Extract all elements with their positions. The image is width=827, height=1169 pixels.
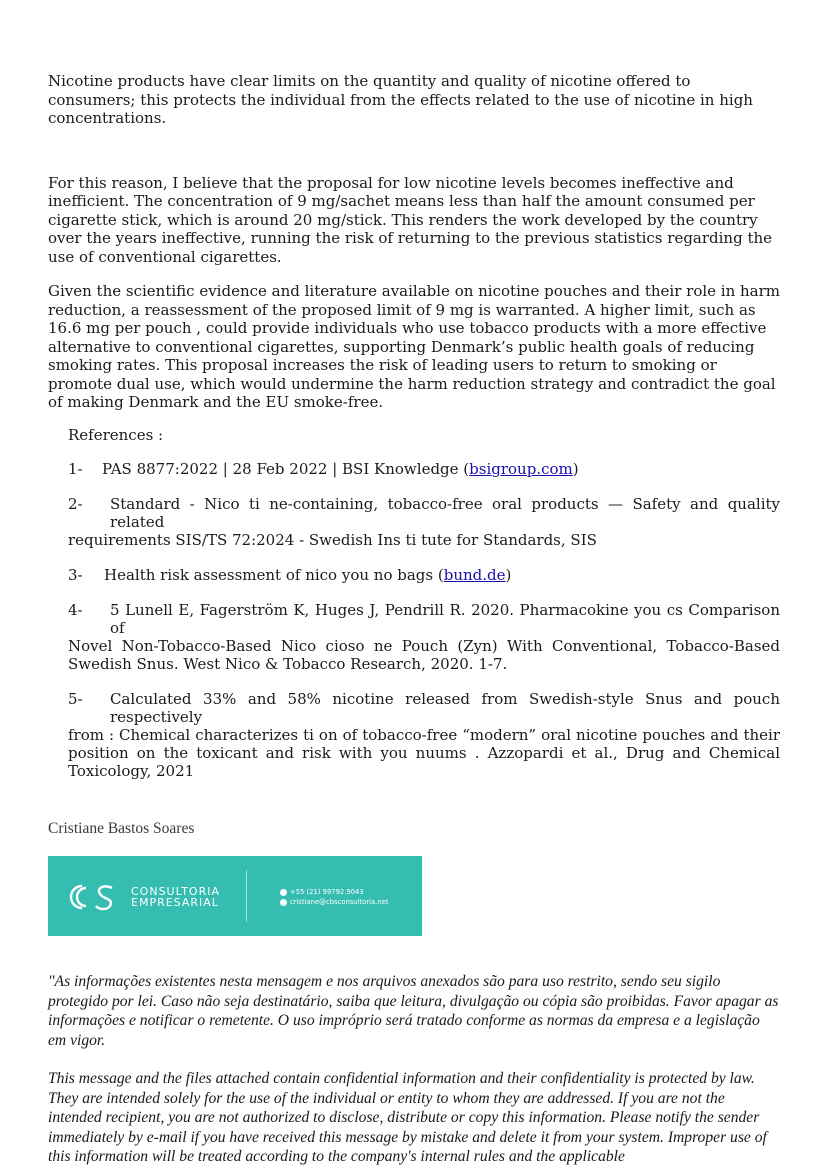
whatsapp-icon (280, 889, 287, 896)
reference-line: Calculated 33% and 58% nicotine released from Swedish-style Snus and pouch respectively (110, 690, 780, 726)
reference-number: 3- (68, 566, 83, 584)
reference-number: 4- (68, 601, 83, 619)
cbs-logo-icon (68, 882, 116, 912)
phone-number: +55 (21) 99792.9043 (290, 888, 364, 896)
disclaimer-english: This message and the files attached contain confidential information and their confidentiality is protected by law. They are intended solely for the use of the individual or entity to whom they are addressed. If you are not the intended recipient, you are not authorized to disclose, distribute or copy this information. Please notify the sender immediately by e-mail if you have received this message by mistake and delete it from your system. Improper use of this information will be treated according to the company's internal rules and the applicable (48, 1070, 767, 1165)
disclaimer-portuguese: "As informações existentes nesta mensagem e nos arquivos anexados são para uso restrito, sendo seu sigilo protegido por lei. Caso não seja destinatário, saiba que leitura, divulgação ou cópia são proibidas. Favor apagar as informações e notificar o remetente. O uso impróprio será tratado conforme as normas da empresa e a legislação em vigor. (48, 973, 779, 1049)
company-line-1: CONSULTORIA (131, 885, 221, 898)
reference-text: PAS 8877:2022 | 28 Feb 2022 | BSI Knowledge ( (102, 460, 470, 478)
reference-item-4 (68, 601, 780, 673)
reference-line: Standard - Nico ti ne-containing, tobacco-free oral products — Safety and quality related (110, 495, 780, 531)
company-name (131, 886, 220, 908)
reference-number: 2- (68, 495, 83, 513)
references-title: References : (68, 425, 164, 444)
contact-info (280, 887, 389, 907)
reference-tail: ) (572, 460, 579, 478)
banner-divider (246, 870, 247, 922)
bsigroup-link[interactable]: bsigroup.com (469, 460, 573, 478)
reference-line: Swedish Snus. West Nico & Tobacco Research, 2020. 1-7. (68, 655, 508, 673)
document-page (48, 72, 780, 1167)
reference-item-1 (68, 460, 780, 478)
reference-line: from : Chemical characterizes ti on of tobacco-free “modern” oral nicotine pouches and their (68, 726, 780, 744)
email-icon (280, 899, 287, 906)
reference-line: Toxicology, 2021 (68, 762, 195, 780)
reference-text: Health risk assessment of nico you no bags ( (104, 566, 444, 584)
reference-number: 5- (68, 690, 83, 708)
reference-line: position on the toxicant and risk with you nuums . Azzopardi et al., Drug and Chemical (68, 744, 780, 762)
references-section (48, 426, 780, 781)
reference-line: requirements SIS/TS 72:2024 - Swedish Ins ti tute for Standards, SIS (68, 531, 597, 549)
reference-line: Novel Non-Tobacco-Based Nico cioso ne Pouch (Zyn) With Conventional, Tobacco-Based (68, 637, 780, 655)
email-address[interactable]: cristiane@cbsconsultoria.net (290, 898, 389, 906)
signer-name: Cristiane Bastos Soares (48, 820, 195, 837)
reference-item-2 (68, 495, 780, 549)
paragraph-low-nicotine-proposal: For this reason, I believe that the proposal for low nicotine levels becomes ineffective and inefficient. The concentration of 9 mg/sachet means less than half the amount consumed per cigarette stick, which is around 20 mg/stick. This renders the work developed by the country over the years ineffective, running the risk of returning to the previous statistics regarding the use of conventional cigarettes. (48, 173, 773, 266)
paragraph-reassessment: Given the scientific evidence and literature available on nicotine pouches and their role in harm reduction, a reassessment of the proposed limit of 9 mg is warranted. A higher limit, such as 16.6 mg per pouch , could provide individuals who use tobacco products with a more effective alternative to conventional cigarettes, supporting Denmark’s public health goals of reducing smoking rates. This proposal increases the risk of leading users to return to smoking or promote dual use, which would undermine the harm reduction strategy and contradict the goal of making Denmark and the EU smoke-free. (48, 282, 781, 411)
disclaimer-section (48, 972, 780, 1167)
reference-number: 1- (68, 460, 83, 478)
reference-item-3 (68, 566, 780, 584)
reference-tail: ) (505, 566, 512, 584)
paragraph-nicotine-limits: Nicotine products have clear limits on the quantity and quality of nicotine offered to consumers; this protects the individual from the effects related to the use of nicotine in high concentrations. (48, 72, 753, 127)
bund-link[interactable]: bund.de (443, 566, 506, 584)
signature-banner (48, 856, 422, 936)
reference-line: 5 Lunell E, Fagerström K, Huges J, Pendrill R. 2020. Pharmacokine you cs Comparison of (110, 601, 780, 637)
company-line-2: EMPRESARIAL (131, 896, 219, 909)
reference-item-5 (68, 690, 780, 780)
